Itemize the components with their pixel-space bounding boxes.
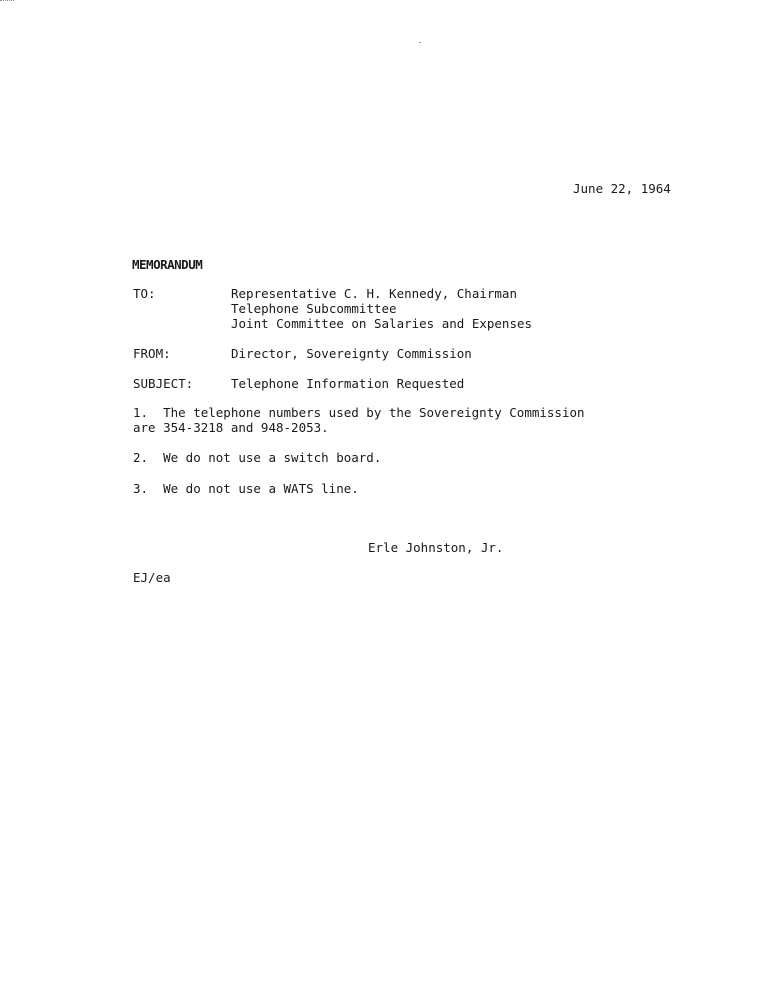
paragraph-1-line-2: are 354-3218 and 948-2053. <box>133 420 329 435</box>
to-recipient-line: Representative C. H. Kennedy, Chairman <box>231 286 517 301</box>
subject-label: SUBJECT: <box>133 376 194 391</box>
paragraph-2: 2. We do not use a switch board. <box>133 450 382 465</box>
from-value: Director, Sovereignty Commission <box>231 346 472 361</box>
scan-corner-mark <box>0 0 14 3</box>
to-recipient-line: Joint Committee on Salaries and Expenses <box>231 316 533 331</box>
signature-name: Erle Johnston, Jr. <box>368 540 504 555</box>
typist-initials: EJ/ea <box>133 570 171 585</box>
to-label: TO: <box>133 286 156 301</box>
scan-speck <box>419 42 421 43</box>
memo-date: June 22, 1964 <box>573 181 671 196</box>
memo-title: MEMORANDUM <box>132 257 203 272</box>
to-recipient-line: Telephone Subcommittee <box>231 301 397 316</box>
paragraph-1-line-1: 1. The telephone numbers used by the Sovereignty Commission <box>133 405 585 420</box>
subject-value: Telephone Information Requested <box>231 376 465 391</box>
paragraph-3: 3. We do not use a WATS line. <box>133 481 359 496</box>
from-label: FROM: <box>133 346 171 361</box>
